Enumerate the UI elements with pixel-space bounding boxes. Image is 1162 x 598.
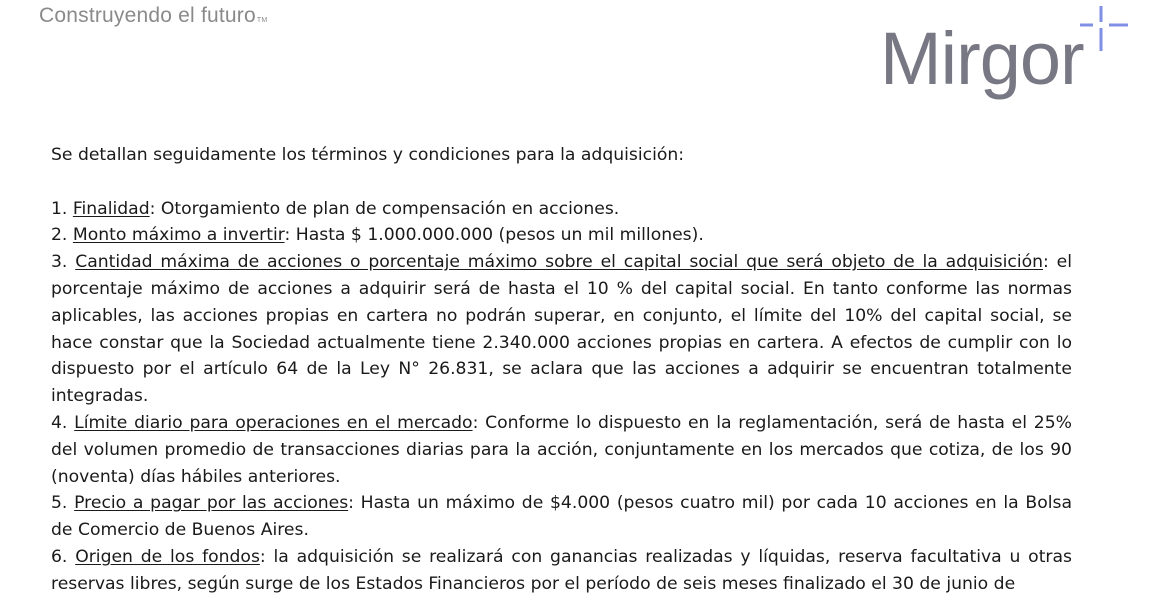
- item-heading: Origen de los fondos: [75, 546, 260, 567]
- item-text: : Otorgamiento de plan de compensación en acciones.: [149, 198, 620, 219]
- item-number: 5.: [51, 493, 75, 514]
- term-item-limite: [51, 410, 1072, 490]
- item-text: : el porcentaje máximo de acciones a adquirir será de hasta el 10 % del capital social. En tanto conforme las normas aplicables, las acciones propias en cartera no podrán superar, en conjunto, el límite del 10% del capital social, se hace constar que la Sociedad actualmente tiene 2.340.000 acciones propias en cartera. A efectos de cumplir con lo dispuesto por el artículo 64 de la Ley N° 26.831, se aclara que las acciones a adquirir se encuentran totalmente integradas.: [51, 252, 1072, 407]
- trademark-symbol: TM: [256, 17, 268, 24]
- item-number: 6.: [51, 546, 76, 567]
- term-item-origen: [51, 544, 1072, 598]
- term-item-cantidad: [51, 249, 1072, 410]
- tagline-text: Construyendo el futuro: [39, 4, 256, 27]
- item-text: : Hasta $ 1.000.000.000 (pesos un mil millones).: [284, 225, 704, 246]
- item-number: 4.: [51, 412, 75, 433]
- item-number: 3.: [51, 252, 76, 273]
- term-item-finalidad: [51, 196, 1072, 223]
- item-heading: Monto máximo a invertir: [72, 225, 285, 246]
- item-heading: Límite diario para operaciones en el mercado: [74, 412, 473, 433]
- item-text: : Hasta un máximo de $4.000 (pesos cuatro mil) por cada 10 acciones en la Bolsa de Comercio de Buenos Aires.: [51, 493, 1073, 541]
- plus-sparkle-icon: [1076, 5, 1136, 65]
- company-tagline: [39, 4, 267, 28]
- item-heading: Finalidad: [72, 198, 150, 219]
- logo-wordmark: Mirgor: [880, 17, 1084, 100]
- mirgor-logo: [880, 5, 1140, 100]
- term-item-precio: [51, 490, 1072, 544]
- intro-paragraph: Se detallan seguidamente los términos y condiciones para la adquisición:: [51, 145, 685, 165]
- document-body: [51, 142, 1072, 598]
- item-number: 1.: [51, 198, 73, 219]
- item-text: : Conforme lo dispuesto en la reglamentación, será de hasta el 25% del volumen promedio de transacciones diarias para la acción, conjuntamente en los mercados que cotiza, de los 90 (noventa) días hábiles anteriores.: [51, 412, 1072, 487]
- item-heading: Precio a pagar por las acciones: [74, 493, 349, 514]
- item-text: : la adquisición se realizará con ganancias realizadas y líquidas, reserva facultativa u otras reservas libres, según surge de los Estados Financieros por el período de seis meses finalizado el 30 de junio de: [51, 546, 1072, 594]
- item-heading: Cantidad máxima de acciones o porcentaje máximo sobre el capital social que será objeto de la adquisición: [75, 252, 1044, 273]
- item-number: 2.: [51, 225, 73, 246]
- term-item-monto: [51, 222, 1072, 249]
